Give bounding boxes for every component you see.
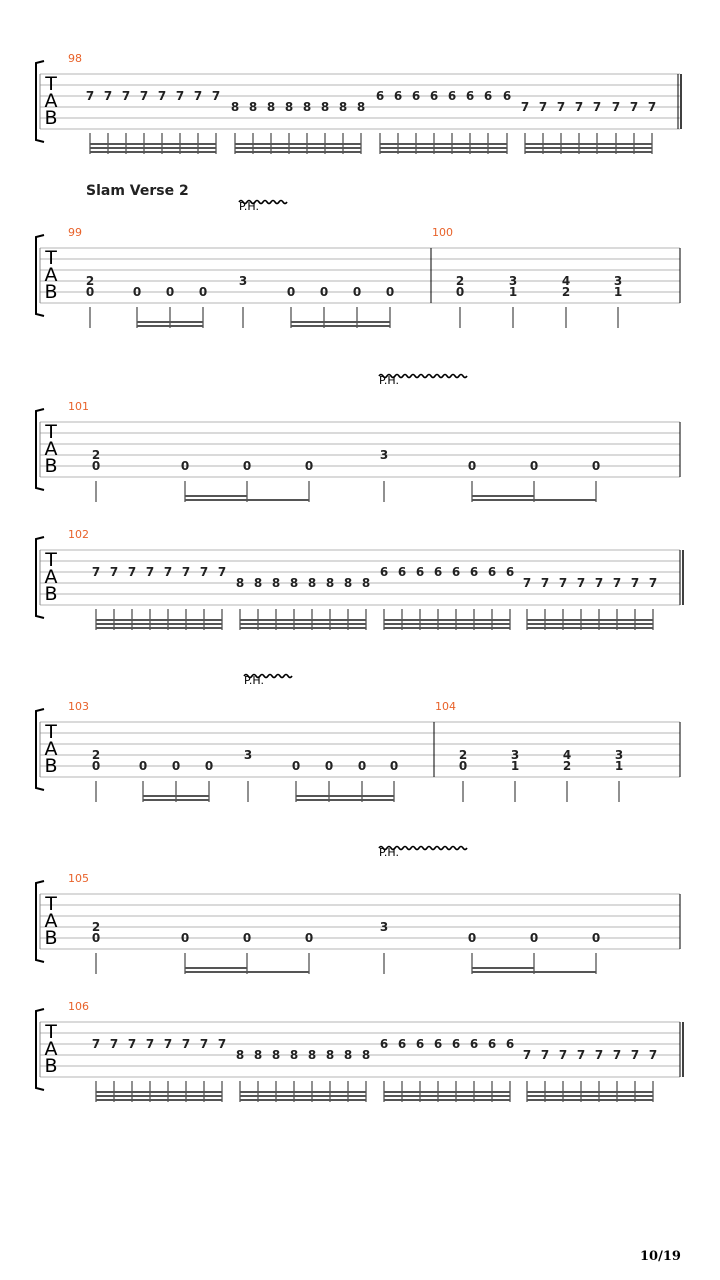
note-beam — [472, 495, 534, 497]
fret-number: 2 — [561, 285, 571, 299]
fret-number: 0 — [529, 931, 539, 945]
note-beam — [527, 1091, 653, 1093]
fret-number: 7 — [540, 576, 550, 590]
fret-number: 7 — [576, 576, 586, 590]
fret-number: 0 — [132, 285, 142, 299]
palm-mute-label: P.H. — [244, 674, 264, 687]
tab-clef-t: T — [45, 421, 57, 443]
note-beam — [384, 1091, 510, 1093]
note-beam — [527, 619, 653, 621]
fret-number: 3 — [510, 748, 520, 762]
tab-clef-a: A — [44, 264, 58, 286]
fret-number: 7 — [611, 100, 621, 114]
note-beam — [380, 147, 507, 149]
fret-number: 3 — [238, 274, 248, 288]
note-beam — [137, 321, 203, 323]
fret-number: 3 — [613, 274, 623, 288]
fret-number: 6 — [397, 565, 407, 579]
fret-number: 8 — [325, 1048, 335, 1062]
tab-clef-t: T — [45, 73, 57, 95]
tab-clef-b: B — [44, 1055, 58, 1077]
fret-number: 7 — [538, 100, 548, 114]
tab-system — [36, 375, 680, 503]
fret-number: 7 — [211, 89, 221, 103]
note-beam — [90, 151, 216, 153]
fret-number: 6 — [379, 1037, 389, 1051]
tab-clef-b: B — [44, 927, 58, 949]
fret-number: 0 — [467, 459, 477, 473]
measure-number: 104 — [435, 700, 456, 713]
fret-number: 8 — [338, 100, 348, 114]
tab-clef-a: A — [44, 438, 58, 460]
fret-number: 7 — [181, 565, 191, 579]
note-beam — [185, 967, 247, 969]
tab-system — [36, 675, 680, 803]
tab-clef-a: A — [44, 1038, 58, 1060]
measure-number: 101 — [68, 400, 89, 413]
fret-number: 6 — [469, 565, 479, 579]
fret-number: 0 — [138, 759, 148, 773]
fret-number: 0 — [591, 931, 601, 945]
fret-number: 7 — [540, 1048, 550, 1062]
tab-clef-b: B — [44, 583, 58, 605]
note-beam — [527, 623, 653, 625]
fret-number: 8 — [253, 576, 263, 590]
fret-number: 6 — [429, 89, 439, 103]
note-beam — [143, 795, 209, 797]
fret-number: 0 — [389, 759, 399, 773]
fret-number: 7 — [592, 100, 602, 114]
fret-number: 8 — [271, 1048, 281, 1062]
note-beam — [380, 151, 507, 153]
fret-number: 6 — [393, 89, 403, 103]
fret-number: 0 — [291, 759, 301, 773]
note-beam — [291, 325, 390, 327]
fret-number: 0 — [198, 285, 208, 299]
note-beam — [527, 1099, 653, 1101]
note-beam — [240, 623, 366, 625]
fret-number: 6 — [411, 89, 421, 103]
measure-number: 102 — [68, 528, 89, 541]
fret-number: 7 — [647, 100, 657, 114]
note-beam — [380, 143, 507, 145]
tab-system — [36, 201, 680, 329]
fret-number: 0 — [319, 285, 329, 299]
note-beam — [472, 971, 596, 973]
tab-system — [36, 847, 680, 975]
fret-number: 6 — [415, 565, 425, 579]
fret-number: 7 — [145, 565, 155, 579]
fret-number: 8 — [320, 100, 330, 114]
fret-number: 7 — [127, 1037, 137, 1051]
section-label: Slam Verse 2 — [86, 183, 189, 199]
tab-clef-a: A — [44, 738, 58, 760]
fret-number: 2 — [91, 920, 101, 934]
fret-number: 7 — [522, 1048, 532, 1062]
note-beam — [525, 151, 652, 153]
fret-number: 7 — [630, 576, 640, 590]
fret-number: 7 — [163, 565, 173, 579]
fret-number: 7 — [612, 576, 622, 590]
measure-number: 103 — [68, 700, 89, 713]
note-beam — [96, 623, 222, 625]
fret-number: 7 — [648, 576, 658, 590]
fret-number: 3 — [379, 448, 389, 462]
fret-number: 7 — [522, 576, 532, 590]
fret-number: 7 — [109, 565, 119, 579]
note-beam — [96, 627, 222, 629]
fret-number: 0 — [357, 759, 367, 773]
fret-number: 7 — [181, 1037, 191, 1051]
note-beam — [296, 795, 394, 797]
fret-number: 8 — [325, 576, 335, 590]
note-beam — [384, 627, 510, 629]
fret-number: 7 — [594, 576, 604, 590]
note-beam — [240, 1099, 366, 1101]
note-beam — [96, 1091, 222, 1093]
fret-number: 6 — [502, 89, 512, 103]
palm-mute-label: P.H. — [239, 200, 259, 213]
fret-number: 6 — [415, 1037, 425, 1051]
note-beam — [137, 325, 203, 327]
tab-clef-a: A — [44, 910, 58, 932]
note-beam — [296, 799, 394, 801]
fret-number: 0 — [91, 931, 101, 945]
tab-clef-b: B — [44, 455, 58, 477]
tab-clef-t: T — [45, 247, 57, 269]
note-beam — [384, 1099, 510, 1101]
fret-number: 7 — [163, 1037, 173, 1051]
fret-number: 7 — [139, 89, 149, 103]
fret-number: 8 — [343, 1048, 353, 1062]
fret-number: 0 — [352, 285, 362, 299]
fret-number: 7 — [85, 89, 95, 103]
fret-number: 0 — [171, 759, 181, 773]
fret-number: 1 — [510, 759, 520, 773]
fret-number: 8 — [289, 576, 299, 590]
fret-number: 8 — [307, 1048, 317, 1062]
note-beam — [235, 151, 361, 153]
fret-number: 7 — [612, 1048, 622, 1062]
fret-number: 7 — [629, 100, 639, 114]
note-beam — [472, 499, 596, 501]
fret-number: 8 — [356, 100, 366, 114]
tab-clef-t: T — [45, 1021, 57, 1043]
tab-clef-a: A — [44, 566, 58, 588]
fret-number: 7 — [217, 1037, 227, 1051]
note-beam — [525, 147, 652, 149]
note-beam — [472, 967, 534, 969]
fret-number: 8 — [248, 100, 258, 114]
note-beam — [185, 971, 309, 973]
palm-mute-label: P.H. — [379, 374, 399, 387]
fret-number: 8 — [361, 1048, 371, 1062]
fret-number: 0 — [304, 931, 314, 945]
fret-number: 6 — [505, 565, 515, 579]
fret-number: 7 — [109, 1037, 119, 1051]
note-beam — [384, 619, 510, 621]
fret-number: 0 — [529, 459, 539, 473]
note-beam — [240, 1091, 366, 1093]
tab-system — [36, 1009, 683, 1102]
fret-number: 1 — [613, 285, 623, 299]
fret-number: 8 — [235, 1048, 245, 1062]
fret-number: 1 — [614, 759, 624, 773]
fret-number: 2 — [458, 748, 468, 762]
fret-number: 3 — [243, 748, 253, 762]
note-beam — [96, 1099, 222, 1101]
note-beam — [527, 627, 653, 629]
fret-number: 0 — [467, 931, 477, 945]
fret-number: 3 — [614, 748, 624, 762]
note-beam — [90, 147, 216, 149]
fret-number: 0 — [591, 459, 601, 473]
fret-number: 7 — [199, 565, 209, 579]
page-number: 10/19 — [640, 1249, 681, 1264]
fret-number: 7 — [157, 89, 167, 103]
fret-number: 2 — [91, 448, 101, 462]
fret-number: 6 — [487, 1037, 497, 1051]
fret-number: 7 — [91, 565, 101, 579]
tab-clef-b: B — [44, 755, 58, 777]
fret-number: 7 — [630, 1048, 640, 1062]
tab-clef-t: T — [45, 721, 57, 743]
fret-number: 0 — [242, 459, 252, 473]
fret-number: 7 — [558, 576, 568, 590]
fret-number: 8 — [271, 576, 281, 590]
fret-number: 6 — [451, 1037, 461, 1051]
fret-number: 6 — [483, 89, 493, 103]
note-beam — [185, 495, 247, 497]
fret-number: 0 — [91, 459, 101, 473]
fret-number: 0 — [204, 759, 214, 773]
note-beam — [185, 499, 309, 501]
fret-number: 0 — [180, 459, 190, 473]
fret-number: 2 — [562, 759, 572, 773]
note-beam — [143, 799, 209, 801]
fret-number: 7 — [558, 1048, 568, 1062]
note-beam — [525, 143, 652, 145]
note-beam — [235, 147, 361, 149]
fret-number: 8 — [230, 100, 240, 114]
fret-number: 7 — [594, 1048, 604, 1062]
note-beam — [96, 1095, 222, 1097]
fret-number: 6 — [451, 565, 461, 579]
fret-number: 8 — [343, 576, 353, 590]
fret-number: 0 — [455, 285, 465, 299]
note-beam — [527, 1095, 653, 1097]
fret-number: 0 — [458, 759, 468, 773]
fret-number: 8 — [289, 1048, 299, 1062]
fret-number: 8 — [361, 576, 371, 590]
fret-number: 0 — [165, 285, 175, 299]
fret-number: 3 — [379, 920, 389, 934]
note-beam — [240, 627, 366, 629]
fret-number: 2 — [455, 274, 465, 288]
palm-mute-label: P.H. — [379, 846, 399, 859]
fret-number: 0 — [91, 759, 101, 773]
fret-number: 0 — [85, 285, 95, 299]
fret-number: 7 — [193, 89, 203, 103]
fret-number: 0 — [242, 931, 252, 945]
measure-number: 98 — [68, 52, 82, 65]
measure-number: 105 — [68, 872, 89, 885]
measure-number: 100 — [432, 226, 453, 239]
fret-number: 8 — [266, 100, 276, 114]
fret-number: 0 — [180, 931, 190, 945]
note-beam — [90, 143, 216, 145]
fret-number: 8 — [284, 100, 294, 114]
fret-number: 8 — [253, 1048, 263, 1062]
fret-number: 2 — [85, 274, 95, 288]
fret-number: 7 — [574, 100, 584, 114]
note-beam — [384, 623, 510, 625]
note-beam — [291, 321, 390, 323]
fret-number: 0 — [324, 759, 334, 773]
fret-number: 0 — [286, 285, 296, 299]
tab-clef-t: T — [45, 893, 57, 915]
fret-number: 6 — [487, 565, 497, 579]
tab-clef-b: B — [44, 281, 58, 303]
fret-number: 8 — [302, 100, 312, 114]
fret-number: 6 — [505, 1037, 515, 1051]
tab-clef-t: T — [45, 549, 57, 571]
fret-number: 6 — [469, 1037, 479, 1051]
fret-number: 6 — [379, 565, 389, 579]
fret-number: 8 — [307, 576, 317, 590]
fret-number: 6 — [433, 1037, 443, 1051]
fret-number: 7 — [127, 565, 137, 579]
note-beam — [240, 619, 366, 621]
measure-number: 99 — [68, 226, 82, 239]
fret-number: 6 — [447, 89, 457, 103]
tab-clef-a: A — [44, 90, 58, 112]
note-beam — [235, 143, 361, 145]
note-beam — [384, 1095, 510, 1097]
fret-number: 7 — [199, 1037, 209, 1051]
fret-number: 8 — [235, 576, 245, 590]
fret-number: 7 — [576, 1048, 586, 1062]
fret-number: 7 — [175, 89, 185, 103]
fret-number: 0 — [304, 459, 314, 473]
fret-number: 4 — [562, 748, 572, 762]
tab-system — [36, 537, 683, 630]
fret-number: 7 — [145, 1037, 155, 1051]
fret-number: 7 — [121, 89, 131, 103]
fret-number: 7 — [556, 100, 566, 114]
note-beam — [96, 619, 222, 621]
fret-number: 7 — [103, 89, 113, 103]
fret-number: 7 — [217, 565, 227, 579]
fret-number: 6 — [465, 89, 475, 103]
fret-number: 6 — [375, 89, 385, 103]
fret-number: 1 — [508, 285, 518, 299]
tab-clef-b: B — [44, 107, 58, 129]
fret-number: 0 — [385, 285, 395, 299]
fret-number: 6 — [433, 565, 443, 579]
measure-number: 106 — [68, 1000, 89, 1013]
note-beam — [240, 1095, 366, 1097]
fret-number: 7 — [520, 100, 530, 114]
fret-number: 3 — [508, 274, 518, 288]
fret-number: 2 — [91, 748, 101, 762]
fret-number: 7 — [91, 1037, 101, 1051]
fret-number: 4 — [561, 274, 571, 288]
fret-number: 7 — [648, 1048, 658, 1062]
fret-number: 6 — [397, 1037, 407, 1051]
